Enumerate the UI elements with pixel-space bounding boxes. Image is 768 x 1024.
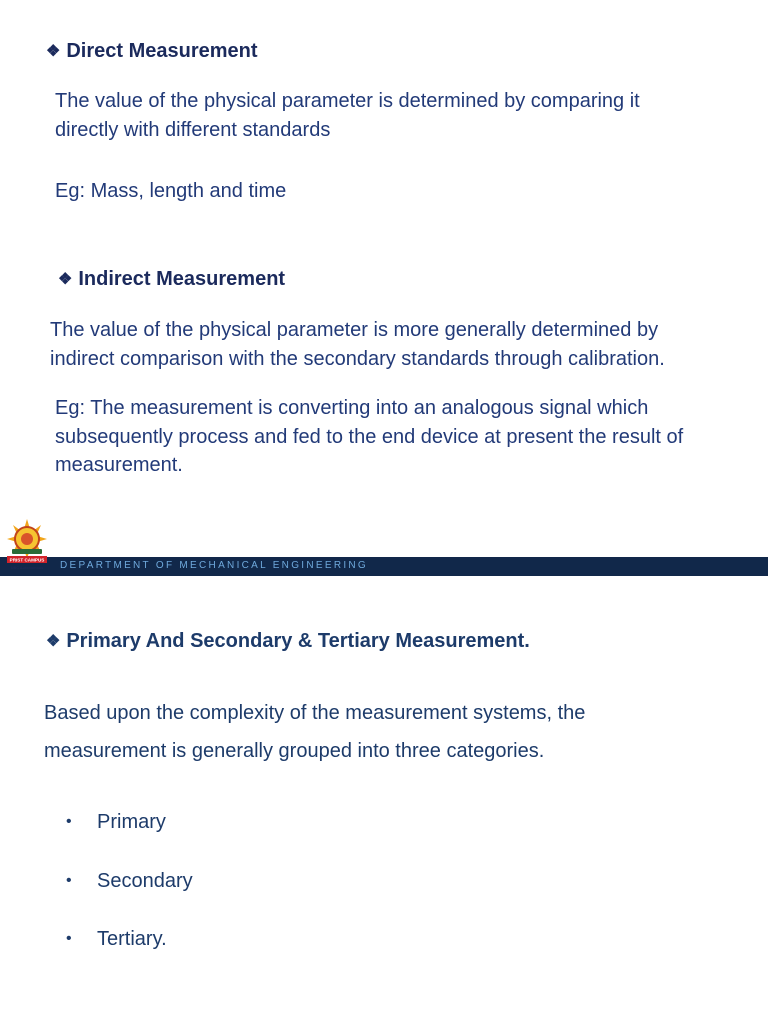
direct-measurement-title: Direct Measurement bbox=[66, 40, 258, 62]
indirect-example-line: subsequently process and fed to the end device at present the result of bbox=[55, 425, 684, 448]
logo-label: PRIST CAMPUS bbox=[9, 557, 45, 563]
indirect-example-line: measurement. bbox=[55, 454, 183, 476]
diamond-bullet-icon: ❖ bbox=[46, 633, 61, 650]
logo-sub-label: UBC Autonomous bbox=[10, 566, 44, 570]
list-item-text: Primary bbox=[97, 811, 166, 833]
indirect-example-line: Eg: The measurement is converting into an analogous signal which bbox=[55, 397, 649, 419]
section2-title: Primary And Secondary & Tertiary Measurement. bbox=[66, 630, 530, 652]
direct-measurement-example: Eg: Mass, length and time bbox=[55, 180, 287, 202]
list-item bbox=[66, 808, 193, 867]
measurement-categories-list bbox=[66, 808, 193, 984]
diamond-bullet-icon: ❖ bbox=[58, 271, 73, 288]
department-name: DEPARTMENT OF MECHANICAL ENGINEERING bbox=[60, 560, 369, 571]
direct-measurement-description bbox=[55, 87, 640, 144]
list-item-text: Tertiary. bbox=[97, 928, 167, 950]
indirect-measurement-title: Indirect Measurement bbox=[78, 268, 286, 290]
diamond-bullet-icon: ❖ bbox=[46, 43, 61, 60]
bullet-dot-icon: • bbox=[66, 813, 72, 830]
bullet-dot-icon: • bbox=[66, 930, 72, 947]
college-logo-icon bbox=[4, 519, 50, 577]
bullet-dot-icon: • bbox=[66, 871, 72, 889]
intro-line: Based upon the complexity of the measurement systems, the bbox=[44, 702, 586, 724]
primary-secondary-tertiary-heading bbox=[46, 630, 530, 653]
list-item-text: Secondary bbox=[97, 869, 193, 892]
list-item bbox=[66, 867, 193, 926]
direct-measurement-heading bbox=[46, 40, 258, 63]
indirect-measurement-example bbox=[55, 394, 683, 480]
direct-desc-line: directly with different standards bbox=[55, 118, 331, 141]
indirect-desc-line: indirect comparison with the secondary standards through calibration. bbox=[50, 347, 665, 370]
indirect-measurement-description bbox=[50, 316, 665, 373]
department-banner bbox=[0, 557, 768, 576]
indirect-measurement-heading bbox=[58, 268, 285, 291]
intro-line: measurement is generally grouped into three categories. bbox=[44, 740, 545, 762]
list-item bbox=[66, 925, 193, 984]
indirect-desc-line: The value of the physical parameter is more generally determined by bbox=[50, 319, 659, 341]
direct-desc-line: The value of the physical parameter is determined by comparing it bbox=[55, 90, 640, 112]
categories-intro bbox=[44, 694, 585, 770]
